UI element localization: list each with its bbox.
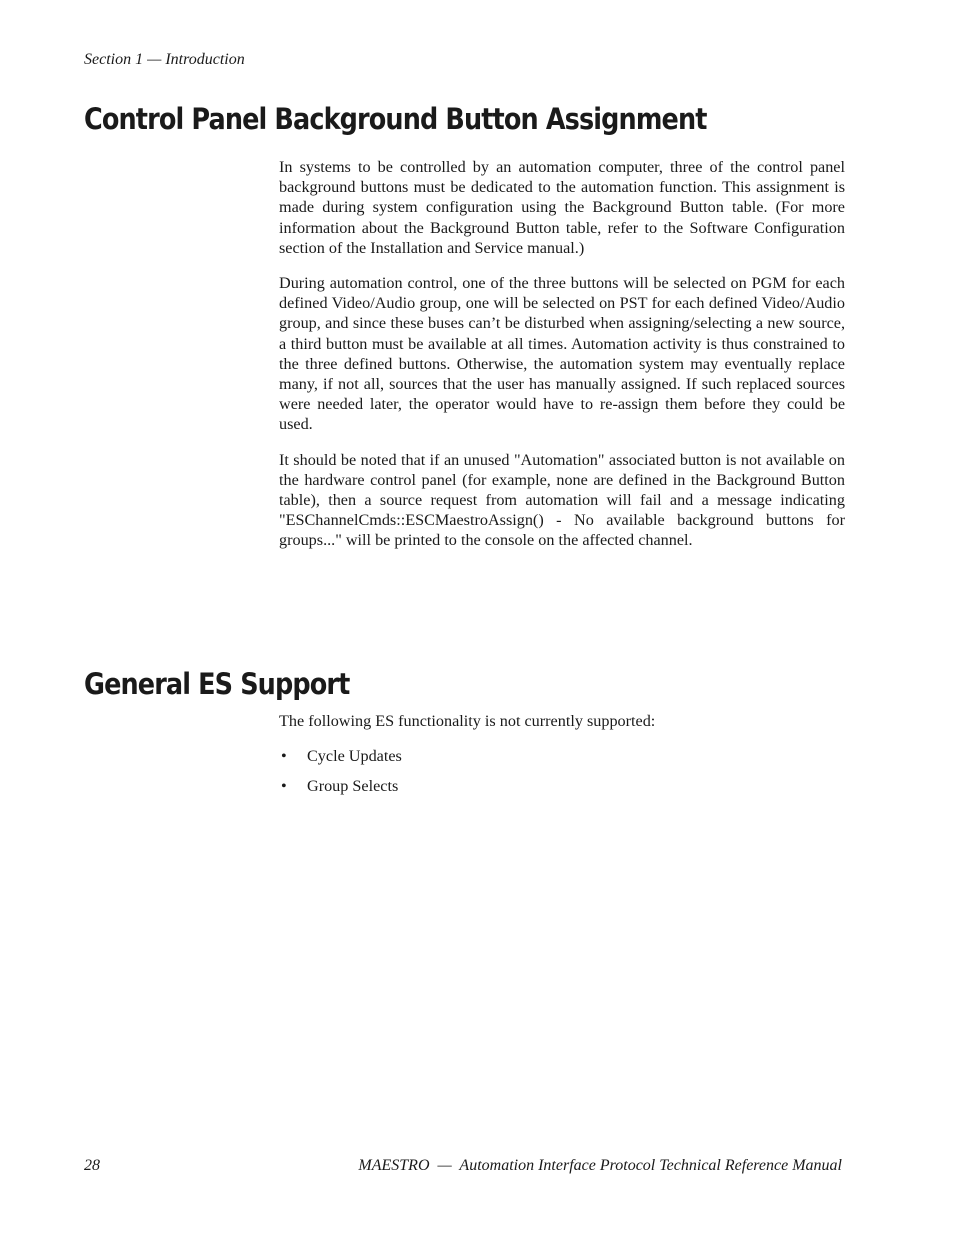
list-item-text: Group Selects [307,777,399,796]
section-body-general-es-support [279,711,845,806]
section-heading-control-panel: Control Panel Background Button Assignment [84,102,707,136]
running-head: Section 1 — Introduction [84,51,245,68]
list-item [279,776,845,796]
section-body-control-panel [279,157,845,566]
list-item [279,746,845,766]
paragraph: During automation control, one of the three buttons will be selected on PGM for each defined Video/Audio group, one will be selected on PST for each defined Video/Audio group, and since these buses can’t be disturbed when assigning/selecting a new source, a third button must be available at all times. Automation activity is thus constrained to the three defined buttons. Otherwise, the automation system may eventually replace many, if not all, sources that the user has manually assigned. If such replaced sources were needed later, the operator would have to re-assign them before they could be used. [279,274,845,434]
bullet-list [279,746,845,796]
list-item-text: Cycle Updates [307,747,402,766]
page-number: 28 [84,1157,100,1174]
paragraph: It should be noted that if an unused "Automation" associated button is not available on the hardware control panel (for example, none are defined in the Background Button table), then a source request from automation will fail and a message indicating "ESChannelCmds::ESCMaestroAssign() - No available background buttons for groups..." will be printed to the console on the affected channel. [279,450,845,550]
paragraph: The following ES functionality is not currently supported: [279,712,656,730]
footer-title: MAESTRO — Automation Interface Protocol Technical Reference Manual [358,1157,842,1174]
bullet-icon: • [281,747,287,766]
bullet-icon: • [281,777,287,796]
paragraph: In systems to be controlled by an automation computer, three of the control panel background buttons must be dedicated to the automation function. This assignment is made during system configuration using the Background Button table. (For more information about the Background Button table, refer to the Software Configuration section of the Installation and Service manual.) [279,158,845,257]
section-heading-general-es-support: General ES Support [84,667,350,701]
